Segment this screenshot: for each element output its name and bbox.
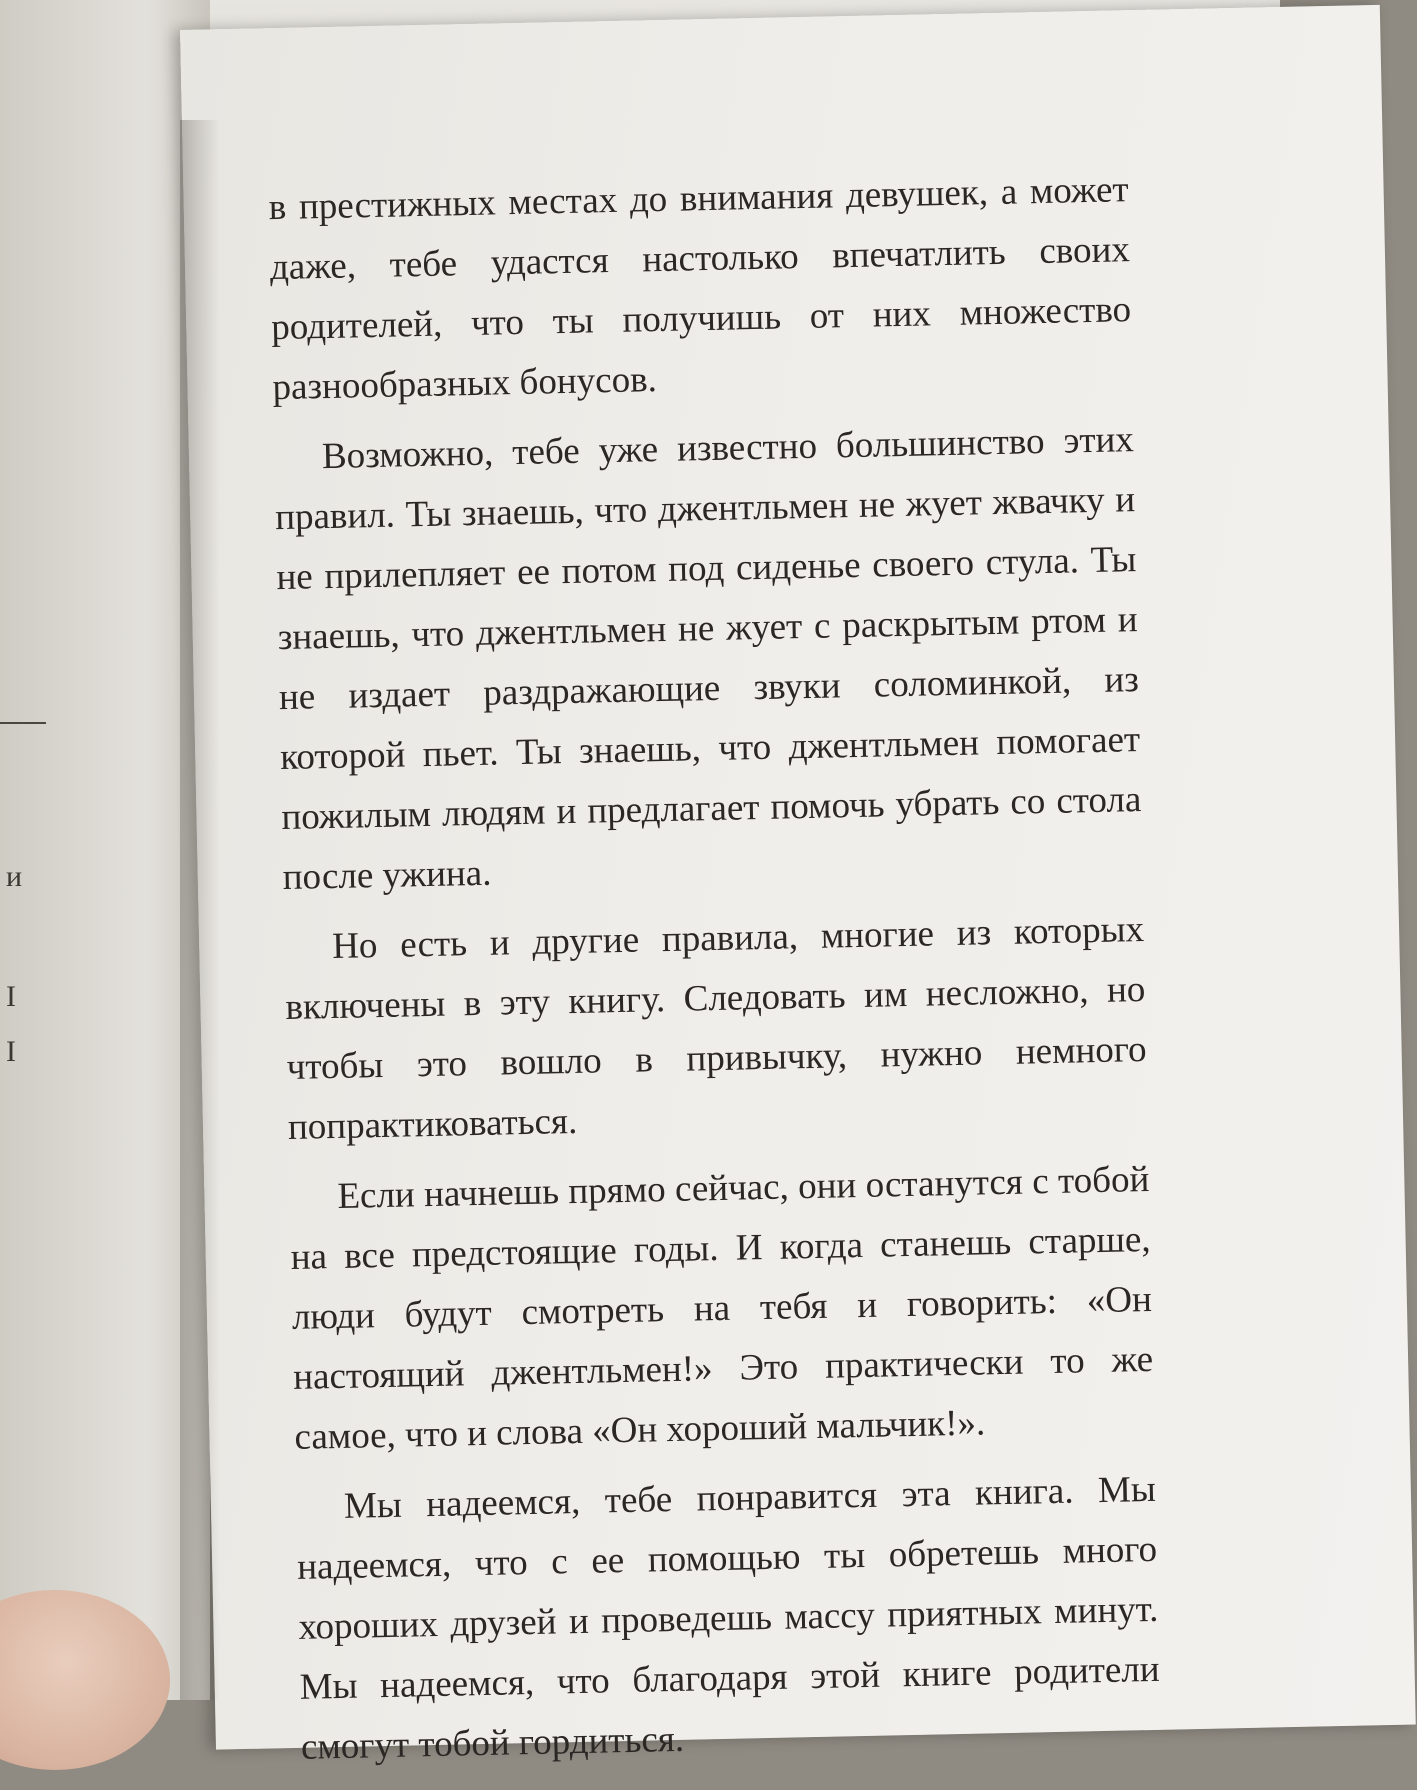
- paragraph: Но есть и другие правила, многие из которых включены в эту книгу. Следовать им несложно, но чтобы это вошло в привычку, нужно немного попрактиковаться.: [285, 909, 1147, 1148]
- left-page-rule: [0, 722, 46, 724]
- book-page: [180, 5, 1416, 1768]
- paragraph: Мы надеемся, тебе понравится эта книга. Мы надеемся, что с ее помощью ты обретешь много хороших друзей и проведешь массу приятных минут. Мы надеемся, что благодаря этой книге родители смогут тобой гордиться.: [296, 1468, 1160, 1768]
- left-page: [0, 0, 210, 1700]
- paragraph: Если начнешь прямо сейчас, они останутся с тобой на все предстоящие годы. И когда станешь старше, люди будут смотреть на тебя и говорить: «Он настоящий джентльмен!» Это практически то же самое, что и слова «Он хороший мальчик!».: [290, 1158, 1154, 1458]
- left-page-fragment: I: [6, 980, 16, 1013]
- paragraph: в престижных местах до внимания девушек, а может даже, тебе удастся настолько впечатлить своих родителей, что ты получишь от них множество разнообразных бонусов.: [268, 169, 1132, 409]
- paragraph: Возможно, тебе уже известно большинство этих правил. Ты знаешь, что джентльмен не жует жвачку и не прилепляет ее потом под сиденье своего стула. Ты знаешь, что джентльмен не жует с раскрытым ртом и не издает раздражающие звуки соломинкой, из которой пьет. Ты знаешь, что джентльмен помогает пожилым людям и предлагает помочь убрать со стола после ужина.: [274, 419, 1142, 899]
- page-text: [268, 160, 1162, 1788]
- left-page-fragment: и: [6, 860, 23, 893]
- book-gutter-shadow: [180, 120, 220, 1700]
- left-page-fragment: I: [6, 1035, 16, 1068]
